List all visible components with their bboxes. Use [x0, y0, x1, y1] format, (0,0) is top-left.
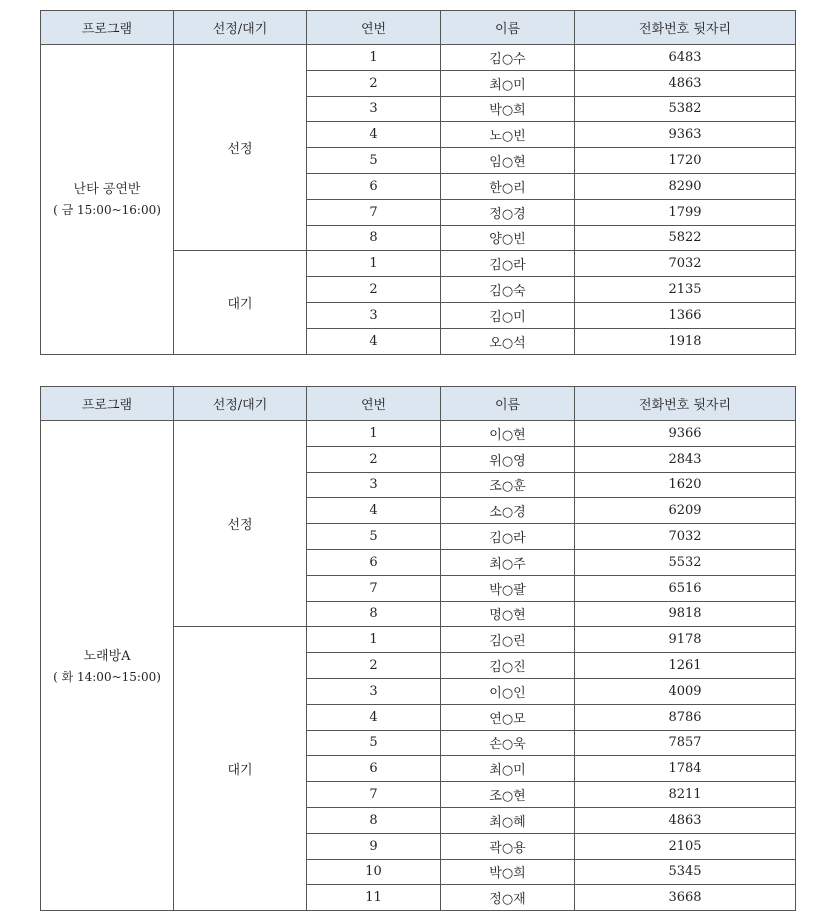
phone-cell: 6209: [575, 498, 796, 524]
header-status: 선정/대기: [174, 387, 307, 421]
number-cell: 1: [307, 627, 441, 653]
name-cell: 김○라: [441, 524, 575, 550]
phone-cell: 2135: [575, 277, 796, 303]
program-schedule: ( 금 15:00~16:00): [53, 203, 161, 218]
phone-cell: 1720: [575, 148, 796, 174]
phone-cell: 1261: [575, 653, 796, 679]
number-cell: 3: [307, 96, 441, 122]
number-cell: 2: [307, 653, 441, 679]
name-cell: 명○현: [441, 601, 575, 627]
phone-cell: 9178: [575, 627, 796, 653]
roster-table-nanta: [40, 10, 796, 355]
header-program: 프로그램: [41, 11, 174, 45]
header-phone-last-digits: 전화번호 뒷자리: [575, 11, 796, 45]
number-cell: 9: [307, 833, 441, 859]
status-cell: 대기: [174, 627, 307, 911]
status-cell: 대기: [174, 251, 307, 354]
phone-cell: 6516: [575, 575, 796, 601]
name-cell: 양○빈: [441, 225, 575, 251]
number-cell: 7: [307, 575, 441, 601]
number-cell: 4: [307, 498, 441, 524]
name-cell: 박○희: [441, 96, 575, 122]
phone-cell: 5382: [575, 96, 796, 122]
phone-cell: 4863: [575, 807, 796, 833]
phone-cell: 7032: [575, 251, 796, 277]
name-cell: 김○미: [441, 302, 575, 328]
phone-cell: 9366: [575, 421, 796, 447]
number-cell: 2: [307, 277, 441, 303]
name-cell: 김○숙: [441, 277, 575, 303]
phone-cell: 1799: [575, 199, 796, 225]
name-cell: 김○린: [441, 627, 575, 653]
phone-cell: 5822: [575, 225, 796, 251]
phone-cell: 5532: [575, 549, 796, 575]
name-cell: 이○현: [441, 421, 575, 447]
name-cell: 박○희: [441, 859, 575, 885]
name-cell: 박○팔: [441, 575, 575, 601]
number-cell: 8: [307, 225, 441, 251]
number-cell: 8: [307, 807, 441, 833]
name-cell: 한○리: [441, 173, 575, 199]
number-cell: 6: [307, 173, 441, 199]
table-row: [41, 45, 796, 71]
table-row: [41, 421, 796, 447]
name-cell: 조○현: [441, 782, 575, 808]
table-body: [41, 45, 796, 355]
name-cell: 소○경: [441, 498, 575, 524]
header-row: [41, 387, 796, 421]
number-cell: 1: [307, 421, 441, 447]
number-cell: 3: [307, 302, 441, 328]
header-status: 선정/대기: [174, 11, 307, 45]
number-cell: 5: [307, 524, 441, 550]
status-cell: 선정: [174, 421, 307, 627]
number-cell: 2: [307, 446, 441, 472]
name-cell: 조○훈: [441, 472, 575, 498]
phone-cell: 4863: [575, 70, 796, 96]
program-name: 난타 공연반: [73, 182, 141, 198]
phone-cell: 4009: [575, 678, 796, 704]
phone-cell: 1784: [575, 756, 796, 782]
number-cell: 5: [307, 730, 441, 756]
phone-cell: 6483: [575, 45, 796, 71]
phone-cell: 5345: [575, 859, 796, 885]
number-cell: 2: [307, 70, 441, 96]
name-cell: 이○인: [441, 678, 575, 704]
phone-cell: 1620: [575, 472, 796, 498]
number-cell: 5: [307, 148, 441, 174]
number-cell: 7: [307, 199, 441, 225]
number-cell: 1: [307, 251, 441, 277]
name-cell: 최○미: [441, 70, 575, 96]
table-header: [41, 387, 796, 421]
name-cell: 정○재: [441, 885, 575, 911]
phone-cell: 2105: [575, 833, 796, 859]
header-name: 이름: [441, 11, 575, 45]
program-schedule: ( 화 14:00~15:00): [53, 669, 161, 684]
phone-cell: 1366: [575, 302, 796, 328]
number-cell: 4: [307, 704, 441, 730]
name-cell: 오○석: [441, 328, 575, 354]
status-cell: 선정: [174, 45, 307, 251]
header-name: 이름: [441, 387, 575, 421]
name-cell: 위○영: [441, 446, 575, 472]
program-name: 노래방A: [83, 648, 131, 664]
number-cell: 3: [307, 472, 441, 498]
number-cell: 4: [307, 122, 441, 148]
name-cell: 최○혜: [441, 807, 575, 833]
table-header: [41, 11, 796, 45]
phone-cell: 8290: [575, 173, 796, 199]
name-cell: 곽○용: [441, 833, 575, 859]
phone-cell: 2843: [575, 446, 796, 472]
number-cell: 8: [307, 601, 441, 627]
number-cell: 10: [307, 859, 441, 885]
number-cell: 6: [307, 549, 441, 575]
phone-cell: 9818: [575, 601, 796, 627]
name-cell: 최○주: [441, 549, 575, 575]
phone-cell: 8211: [575, 782, 796, 808]
header-program: 프로그램: [41, 387, 174, 421]
number-cell: 11: [307, 885, 441, 911]
phone-cell: 7857: [575, 730, 796, 756]
name-cell: 김○라: [441, 251, 575, 277]
number-cell: 7: [307, 782, 441, 808]
name-cell: 임○현: [441, 148, 575, 174]
name-cell: 최○미: [441, 756, 575, 782]
number-cell: 3: [307, 678, 441, 704]
name-cell: 정○경: [441, 199, 575, 225]
program-cell: [41, 421, 174, 911]
name-cell: 김○진: [441, 653, 575, 679]
number-cell: 6: [307, 756, 441, 782]
roster-table-karaoke: [40, 386, 796, 911]
header-phone-last-digits: 전화번호 뒷자리: [575, 387, 796, 421]
number-cell: 1: [307, 45, 441, 71]
header-number: 연번: [307, 387, 441, 421]
name-cell: 손○욱: [441, 730, 575, 756]
header-number: 연번: [307, 11, 441, 45]
table-body: [41, 421, 796, 911]
header-row: [41, 11, 796, 45]
phone-cell: 9363: [575, 122, 796, 148]
name-cell: 노○빈: [441, 122, 575, 148]
phone-cell: 8786: [575, 704, 796, 730]
program-cell: [41, 45, 174, 355]
phone-cell: 3668: [575, 885, 796, 911]
phone-cell: 7032: [575, 524, 796, 550]
name-cell: 김○수: [441, 45, 575, 71]
phone-cell: 1918: [575, 328, 796, 354]
number-cell: 4: [307, 328, 441, 354]
name-cell: 연○모: [441, 704, 575, 730]
